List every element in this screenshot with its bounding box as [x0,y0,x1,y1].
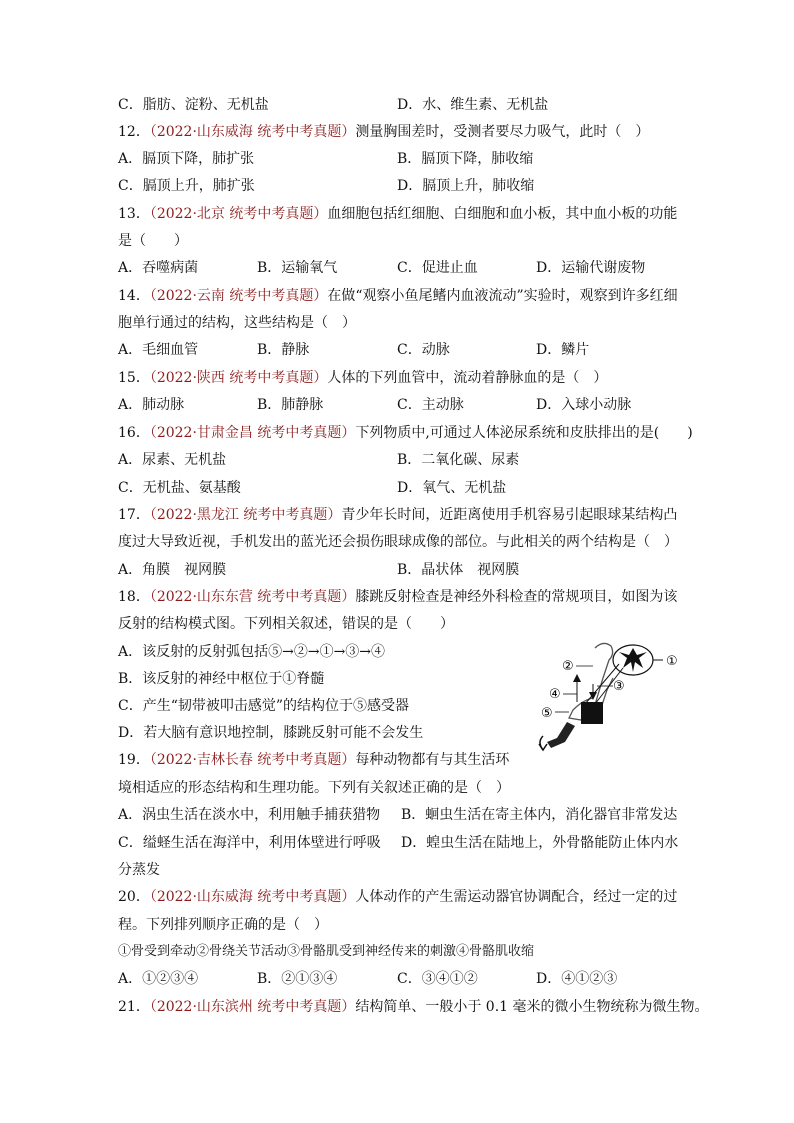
q16-option-b: B．二氧化碳、尿素 [397,452,520,468]
question-17-stem-cont: 度过大导致近视，手机发出的蓝光还会损伤眼球成像的部位。与此相关的两个结构是（ ） [118,534,678,550]
q17-option-b: B．晶状体 视网膜 [397,562,520,578]
question-18-stem-cont: 反射的结构模式图。下列相关叙述，错误的是（ ） [118,616,454,632]
q14-option-d: D．鳞片 [536,342,590,358]
question-21-stem: 21．（2022·山东滨州 统考中考真题）结构简单、一般小于 0.1 毫米的微小生物统称为微生物。 [118,999,709,1015]
question-13-stem-cont: 是（ ） [118,233,188,249]
q12-option-d: D．膈顶上升，肺收缩 [397,178,535,194]
q11-option-c: C．脂肪、淀粉、无机盐 [118,97,269,113]
q18-option-c: C．产生“韧带被叩击感觉”的结构位于⑤感受器 [118,698,410,714]
label-4: ④ [549,687,561,702]
q19-option-d-cont: 分蒸发 [118,862,160,878]
q18-option-a: A．该反射的反射弧包括⑤→②→①→③→④ [118,644,386,660]
q14-option-b: B．静脉 [257,342,310,358]
q13-option-a: A．吞噬病菌 [118,260,199,276]
q18-option-b: B．该反射的神经中枢位于①脊髓 [118,671,325,687]
q20-option-a: A．①②③④ [118,971,199,987]
q16-option-d: D．氧气、无机盐 [397,480,507,496]
knee-reflex-diagram [533,638,679,758]
question-17-stem: 17．（2022·黑龙江 统考中考真题）青少年长时间，近距离使用手机容易引起眼球某结构凸 [118,507,678,523]
q14-option-c: C．动脉 [397,342,450,358]
q20-option-d: D．④①②③ [536,971,618,987]
question-13-stem: 13．（2022·北京 统考中考真题）血细胞包括红细胞、白细胞和血小板，其中血小板的功能 [118,206,678,222]
question-15-stem: 15．（2022·陕西 统考中考真题）人体的下列血管中，流动着静脉血的是（ ） [118,370,608,386]
label-2: ② [562,659,574,674]
question-19-stem-cont: 境相适应的形态结构和生理功能。下列有关叙述正确的是（ ） [118,780,510,796]
q17-option-a: A．角膜 视网膜 [118,562,227,578]
q12-option-c: C．膈顶上升，肺扩张 [118,178,255,194]
question-20-sequence: ①骨受到牵动②骨绕关节活动③骨骼肌受到神经传来的刺激④骨骼肌收缩 [118,944,535,959]
q13-option-b: B．运输氧气 [257,260,338,276]
question-16-stem: 16．（2022·甘肃金昌 统考中考真题）下列物质中,可通过人体泌尿系统和皮肤排出的是( ) [118,425,693,441]
question-19-stem: 19．（2022·吉林长春 统考中考真题）每种动物都有与其生活环 [118,752,510,768]
q19-option-a: A．涡虫生活在淡水中，利用触手捕获猎物 [118,807,381,823]
q20-option-c: C．③④①② [397,971,478,987]
label-1: ① [666,654,678,669]
label-3: ③ [613,679,625,694]
label-5: ⑤ [541,706,553,721]
q12-option-a: A．膈顶下降，肺扩张 [118,151,255,167]
q15-option-b: B．肺静脉 [257,397,324,413]
question-12-stem: 12．（2022·山东威海 统考中考真题）测量胸围差时，受测者要尽力吸气，此时（ ） [118,124,650,140]
q19-option-d: D．蝗虫生活在陆地上，外骨骼能防止体内水 [401,835,679,851]
q12-option-b: B．膈顶下降，肺收缩 [397,151,534,167]
q16-option-c: C．无机盐、氨基酸 [118,480,241,496]
q16-option-a: A．尿素、无机盐 [118,452,227,468]
q18-option-d: D．若大脑有意识地控制，膝跳反射可能不会发生 [118,725,424,741]
question-20-stem: 20．（2022·山东威海 统考中考真题）人体动作的产生需运动器官协调配合，经过一定的过 [118,889,678,905]
q11-option-d: D．水、维生素、无机盐 [397,97,549,113]
q15-option-a: A．肺动脉 [118,397,185,413]
q13-option-d: D．运输代谢废物 [536,260,646,276]
q19-option-b: B．蛔虫生活在寄主体内，消化器官非常发达 [401,807,678,823]
q19-option-c: C．缢蛏生活在海洋中，利用体壁进行呼吸 [118,835,381,851]
question-20-stem-cont: 程。下列排列顺序正确的是（ ） [118,917,328,933]
question-18-stem: 18．（2022·山东东营 统考中考真题）膝跳反射检查是神经外科检查的常规项目，如图为该 [118,589,678,605]
spinal-cord-section [613,645,653,675]
q13-option-c: C．促进止血 [397,260,478,276]
q15-option-d: D．入球小动脉 [536,397,632,413]
q14-option-a: A．毛细血管 [118,342,199,358]
q20-option-b: B．②①③④ [257,971,338,987]
q15-option-c: C．主动脉 [397,397,464,413]
question-14-stem: 14．（2022·云南 统考中考真题）在做“观察小鱼尾鳍内血液流动”实验时，观察到许多红细 [118,288,678,304]
question-14-stem-cont: 胞单行通过的结构，这些结构是（ ） [118,315,356,331]
